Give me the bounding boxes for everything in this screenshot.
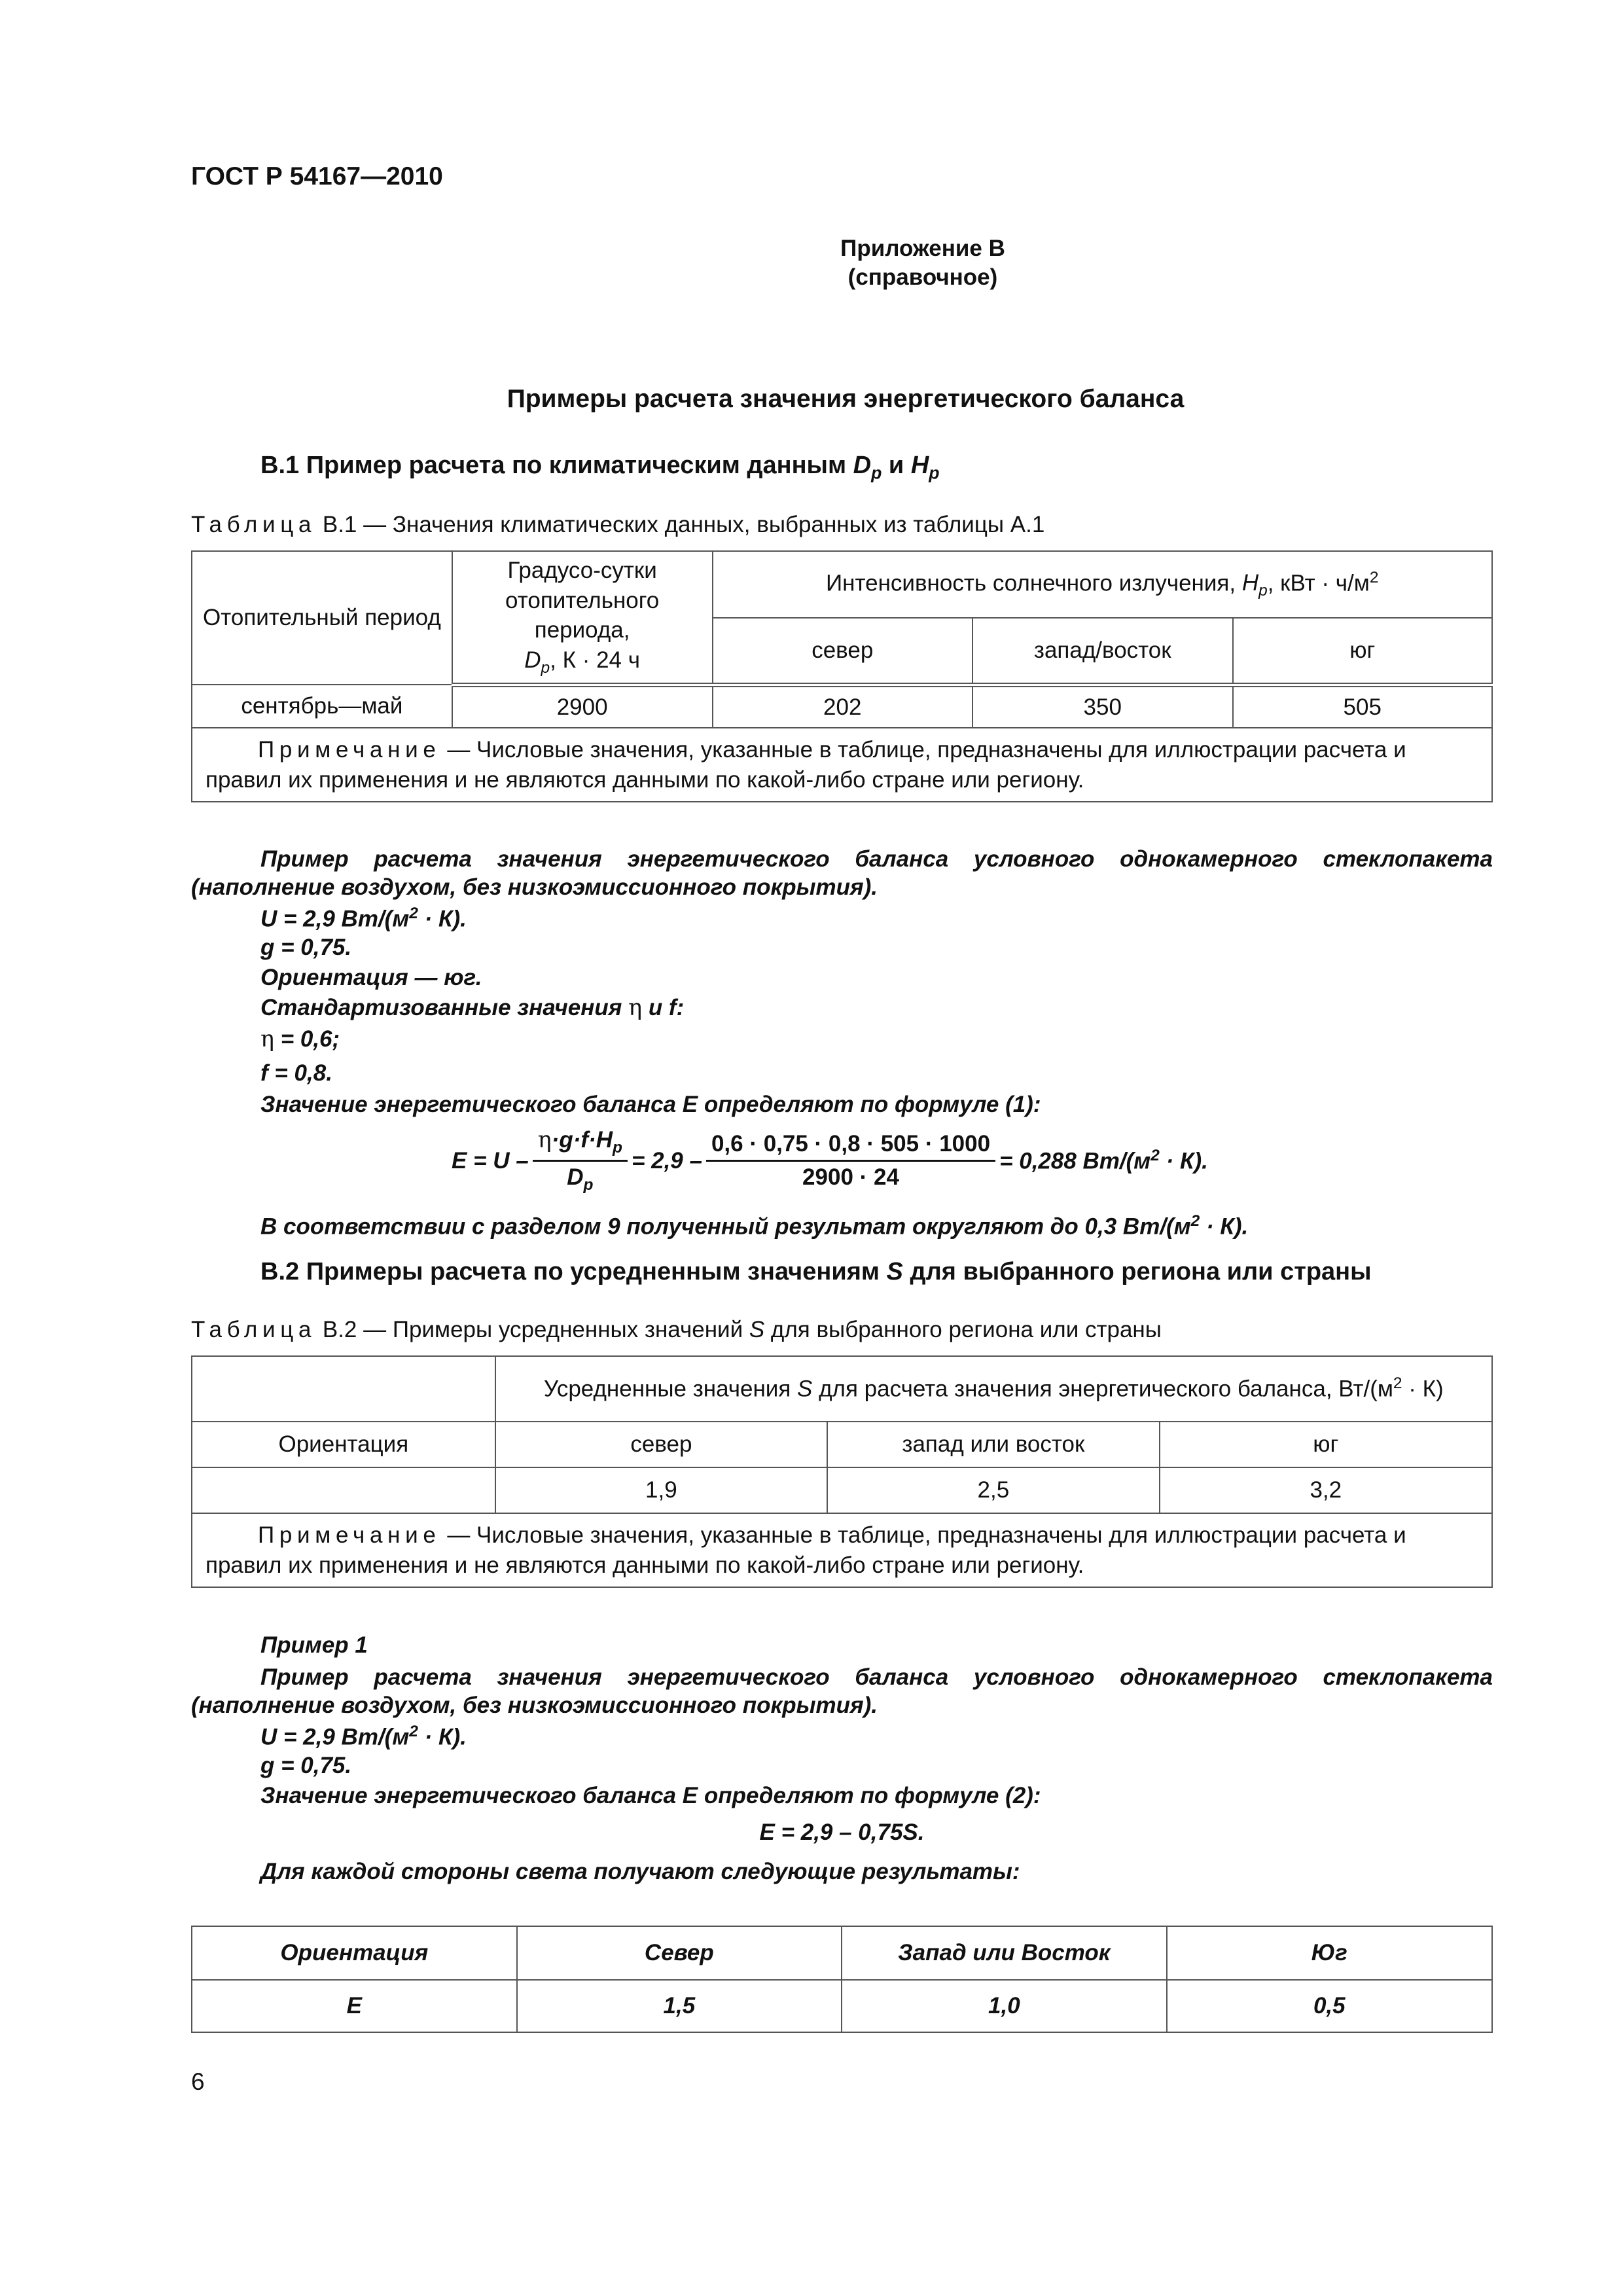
example1-u-value: U = 2,9 $Вт/(м^2 \cdot К)$. [260,905,467,932]
section-b1-heading: В.1 Пример расчета по климатическим данным $D_p$ и $H_p$ [260,452,940,483]
example1-formula-intro: Значение энергетического баланса E определяют по формуле (1): [260,1092,1041,1117]
table-b2-note: Примечание — Числовые значения, указанные в таблице, предназначены для иллюстрации расчета и правил их применения и не являются данными по какой-либо стране или региону. [192,1513,1492,1587]
page-title: Примеры расчета значения энергетического баланса [507,385,1185,413]
example1-intro-line2: (наполнение воздухом, без низкоэмиссионного покрытия). [191,874,878,900]
table-b2-cell: 3,2 [1160,1467,1492,1513]
table-b1-header-south: юг [1233,618,1492,685]
table-b1-cell: 202 [713,685,973,728]
table-b2-header-north: север [495,1422,827,1467]
section-b2-heading: В.2 Примеры расчета по усредненным значениям S для выбранного региона или страны [260,1258,1372,1285]
appendix-type: (справочное) [847,264,998,290]
table-b1-cell: 350 [972,685,1233,728]
table-b2-header-westeast: запад или восток [827,1422,1159,1467]
table-b1 [191,550,1493,802]
appendix-label: Приложение В [840,236,1005,261]
example1-eta-value: η = 0,6; [260,1026,340,1052]
table-b2-empty-corner [192,1356,495,1422]
table-b2-cell: 1,9 [495,1467,827,1513]
table-b1-cell: сентябрь—май [192,685,452,728]
table-b2-header-orientation: Ориентация [192,1422,495,1467]
equation-1 [452,1127,1208,1194]
results-header-westeast: Запад или Восток [842,1926,1167,1980]
example1-f-value: f = 0,8. [260,1060,332,1086]
table-b1-cell: 2900 [452,685,713,728]
table-b2-cell: 2,5 [827,1467,1159,1513]
example1-rounding: В соответствии с разделом 9 полученный результат округляют до 0,3 $Вт/(м^2 \cdot К)$. [260,1212,1249,1240]
section-b1-and: и [882,452,911,479]
example1-g-value: g = 0,75. [260,935,352,960]
equation-1-fraction-symbolic: $\frac{\eta\cdot g\cdot f\cdot H_p}{D_p}$ [533,1127,628,1194]
example2-formula-intro: Значение энергетического баланса E определяют по формуле (2): [260,1783,1041,1808]
results-table [191,1926,1493,2033]
equation-1-mid: = 2,9 – [631,1147,702,1174]
results-cell: 1,5 [517,1980,842,2032]
table-b1-caption [191,512,1044,538]
results-cell: 0,5 [1167,1980,1492,2032]
table-b2-header-south: юг [1160,1422,1492,1467]
example1-orientation: Ориентация — юг. [260,965,482,990]
table-b1-caption-label: Таблица [191,512,317,537]
results-cell: E [192,1980,517,2032]
table-b2-empty-cell [192,1467,495,1513]
equation-1-lhs: E = U – [452,1147,529,1174]
table-b1-cell: 505 [1233,685,1492,728]
example1-intro-line1: Пример расчета значения энергетического баланса условного однокамерного стеклопакета [260,846,1493,872]
example2-intro-line2: (наполнение воздухом, без низкоэмиссионного покрытия). [191,1693,878,1718]
example2-label: Пример 1 [260,1632,368,1658]
table-b1-header-period: Отопительный период [192,551,452,685]
table-b2-header-span: Усредненные значения S для расчета значения энергетического баланса, $Вт/(м^2 \cdot К)$ [495,1356,1492,1422]
section-b1-text: В.1 Пример расчета по климатическим данным [260,452,853,479]
table-b2 [191,1355,1493,1588]
results-header-north: Север [517,1926,842,1980]
table-b2-caption: Таблица В.2 — Примеры усредненных значений S для выбранного региона или страны [191,1317,1162,1342]
equation-2: E = 2,9 – 0,75S. [759,1820,925,1845]
document-code: ГОСТ Р 54167—2010 [191,162,443,190]
example2-g-value: g = 0,75. [260,1753,352,1778]
appendix-heading [654,234,1191,292]
equation-1-result: = 0,288 $Вт/(м^2 \cdot К)$. [999,1147,1208,1174]
results-header-south: Юг [1167,1926,1492,1980]
equation-1-fraction-numeric: $\frac{0,6 \cdot 0,75 \cdot 0,8 \cdot 505 \cdot 1000}{2900 \cdot 24}$ [706,1131,995,1191]
example2-intro-line1: Пример расчета значения энергетического баланса условного однокамерного стеклопакета [260,1664,1493,1690]
example2-u-value: U = 2,9 $Вт/(м^2 \cdot К)$. [260,1723,467,1750]
table-b1-header-westeast: запад/восток [972,618,1233,685]
table-b1-header-north: север [713,618,973,685]
example2-results-intro: Для каждой стороны света получают следующие результаты: [260,1859,1020,1884]
results-header-orientation: Ориентация [192,1926,517,1980]
table-b1-note: Примечание — Числовые значения, указанные в таблице, предназначены для иллюстрации расчета и правил их применения и не являются данными по какой-либо стране или региону. [192,728,1492,802]
table-b1-header-degreedays: Градусо-сутки отопительного периода, $D_p$, К · 24 ч [452,551,713,685]
example1-standard-values: Стандартизованные значения η и f: [260,995,685,1021]
table-b1-header-intensity: Интенсивность солнечного излучения, $H_p$, кВт · $ч/м^2$ [713,551,1493,618]
table-b1-caption-text: В.1 — Значения климатических данных, выбранных из таблицы А.1 [316,512,1045,537]
page-number: 6 [191,2068,205,2095]
results-cell: 1,0 [842,1980,1167,2032]
